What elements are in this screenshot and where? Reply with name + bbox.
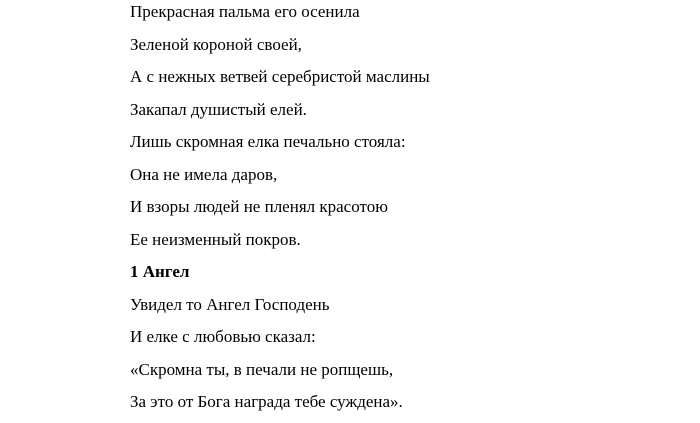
poem-line: Зеленой короной своей,	[130, 34, 302, 54]
poem-line: Она не имела даров,	[130, 164, 278, 184]
speaker-heading: 1 Ангел	[130, 262, 190, 281]
poem-text-block	[130, 0, 690, 423]
poem-line: Увидел то Ангел Господень	[130, 294, 330, 314]
poem-line: А с нежных ветвей серебристой маслины	[130, 67, 430, 86]
poem-line: Прекрасная пальма его осенила	[130, 2, 360, 21]
poem-line: «Скромна ты, в печали не ропщешь,	[130, 359, 394, 379]
poem-line: И взоры людей не пленял красотою	[130, 197, 388, 216]
poem-line: Ее неизменный покров.	[130, 229, 301, 249]
poem-line: За это от Бога награда тебе суждена».	[130, 392, 403, 411]
poem-line: И елке с любовью сказал:	[130, 327, 316, 346]
poem-line: Закапал душистый елей.	[130, 99, 307, 119]
poem-line: Лишь скромная елка печально стояла:	[130, 132, 406, 151]
